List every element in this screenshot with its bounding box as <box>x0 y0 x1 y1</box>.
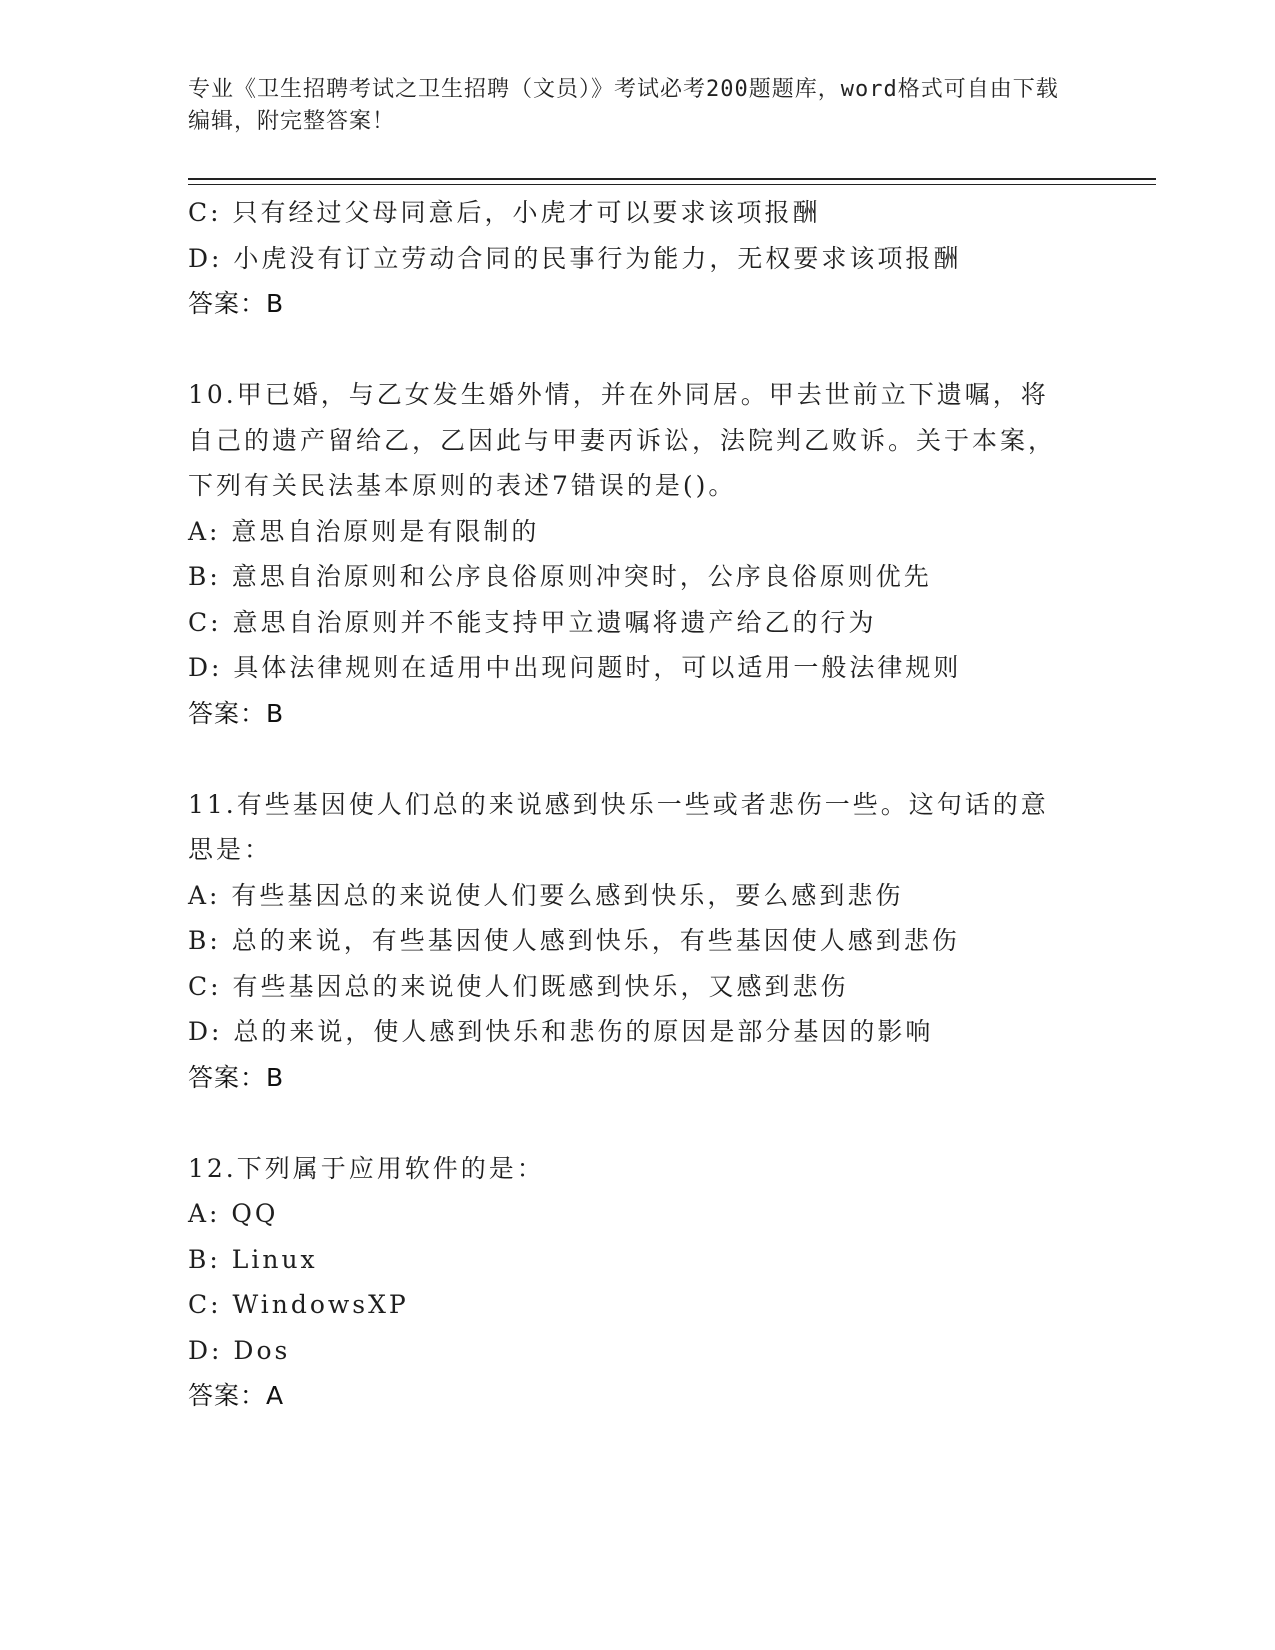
question-11 <box>188 782 1088 1101</box>
answer: 答案：A <box>188 1381 285 1410</box>
answer: 答案：B <box>188 1062 285 1092</box>
option-d: D: Dos <box>188 1335 291 1365</box>
option-d: D: 小虎没有订立劳动合同的民事行为能力，无权要求该项报酬 <box>188 243 962 273</box>
question-12 <box>188 1146 1088 1419</box>
document-header: 专业《卫生招聘考试之卫生招聘（文员）》考试必考200题题库，word格式可自由下载编辑，附完整答案！ <box>188 77 1059 134</box>
option-c: C: WindowsXP <box>188 1290 409 1319</box>
option-c: C: 只有经过父母同意后，小虎才可以要求该项报酬 <box>188 198 821 227</box>
option-c: C: 有些基因总的来说使人们既感到快乐，又感到悲伤 <box>188 971 849 1001</box>
header-rule-thin <box>188 184 1156 185</box>
option-a: A: 有些基因总的来说使人们要么感到快乐，要么感到悲伤 <box>188 880 904 910</box>
question-stem: 12.下列属于应用软件的是： <box>188 1153 545 1183</box>
question-stem: 11.有些基因使人们总的来说感到快乐一些或者悲伤一些。这句话的意思是： <box>188 789 1049 864</box>
question-10 <box>188 372 1088 736</box>
question-stem: 10.甲已婚，与乙女发生婚外情，并在外同居。甲去世前立下遗嘱，将自己的遗产留给乙，乙因此与甲妻丙诉讼，法院判乙败诉。关于本案，下列有关民法基本原则的表述7错误的是()。 <box>188 380 1057 500</box>
answer: 答案：B <box>188 289 285 318</box>
answer: 答案：B <box>188 698 285 728</box>
option-b: B: 意思自治原则和公序良俗原则冲突时，公序良俗原则优先 <box>188 562 932 591</box>
option-d: D: 具体法律规则在适用中出现问题时，可以适用一般法律规则 <box>188 653 962 682</box>
option-a: A: QQ <box>188 1199 279 1228</box>
spacer <box>188 1100 1088 1146</box>
question-9-continuation <box>188 190 1088 327</box>
document-body <box>188 190 1088 1419</box>
option-d: D: 总的来说，使人感到快乐和悲伤的原因是部分基因的影响 <box>188 1017 934 1046</box>
option-c: C: 意思自治原则并不能支持甲立遗嘱将遗产给乙的行为 <box>188 607 877 637</box>
header-rule-thick <box>188 178 1156 180</box>
spacer <box>188 736 1088 782</box>
spacer <box>188 327 1088 373</box>
option-b: B: Linux <box>188 1244 318 1274</box>
option-b: B: 总的来说，有些基因使人感到快乐，有些基因使人感到悲伤 <box>188 926 960 955</box>
option-a: A: 意思自治原则是有限制的 <box>188 516 540 546</box>
